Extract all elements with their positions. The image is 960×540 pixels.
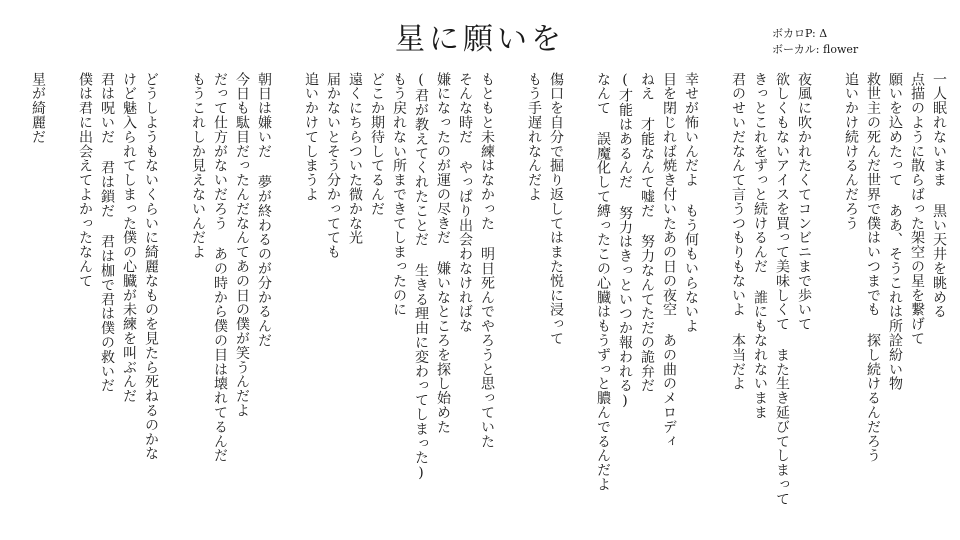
lyric-line: (才能はあるんだ 努力はきっといつか報われる) <box>617 72 633 410</box>
lyric-line: 目を閉じれば焼き付いたあの日の夜空 あの曲のメロディ <box>661 72 677 449</box>
lyric-line: 僕は君に出会えてよかったなんて <box>77 72 93 288</box>
lyric-line: 傷口を自分で掘り返してはまた悦に浸って <box>548 72 564 346</box>
lyric-line: どうしようもないくらいに綺麗なものを見たら死ねるのかな <box>143 72 159 461</box>
stanza-5 <box>296 72 494 481</box>
producer-credit: ボカロP: Δ <box>772 27 828 40</box>
lyric-line: もう手遅れなんだよ <box>526 72 542 202</box>
lyric-line: どこか期待してるんだ <box>369 72 385 216</box>
lyric-line: 星が綺麗だ <box>30 72 46 144</box>
stanza-6 <box>183 72 271 463</box>
lyric-line: 願いを込めたって ああ、そうこれは所詮紛い物 <box>887 72 903 391</box>
lyric-line: だって仕方がないだろう あの時から僕の目は壊れてるんだ <box>212 72 228 463</box>
lyric-line: 今日も駄目だったんだなんてあの日の僕が笑うんだよ <box>234 72 250 418</box>
lyric-line: もうこれしか見えないんだよ <box>190 72 206 260</box>
lyric-line: もともと未練はなかった 明日死んでやろうと思っていた <box>479 72 495 449</box>
stanza-3 <box>588 72 698 492</box>
song-title: 星に願いを <box>395 22 565 57</box>
lyric-line: (君が教えてくれたことだ 生きる理由に変わってしまった) <box>413 72 429 482</box>
stanza-2 <box>723 72 811 506</box>
lyrics-body <box>0 72 946 532</box>
lyric-line: 欲しくもないアイスを買って美味しくて また生き延びてしまって <box>774 72 790 506</box>
lyric-line: けど魅入られてしまった僕の心臓が未練を叫ぶんだ <box>121 72 137 404</box>
lyric-line: 遠くにちらついた微かな光 <box>347 72 363 245</box>
lyric-line: 追いかけてしまうよ <box>303 72 319 202</box>
stanza-4 <box>519 72 563 346</box>
lyric-line: 幸せが怖いんだよ もう何もいらないよ <box>683 72 699 334</box>
lyric-line: 夜風に吹かれたくてコンビニまで歩いて <box>796 72 812 332</box>
stanza-7 <box>70 72 158 461</box>
lyric-line: 君のせいだなんて言うつもりもないよ 本当だよ <box>730 72 746 391</box>
lyric-line: そんな時だ やっぱり出会わなければな <box>457 72 473 334</box>
lyric-line: なんて 誤魔化して縛ったこの心臓はもうずっと膿んでるんだよ <box>595 72 611 492</box>
stanza-1 <box>836 72 946 463</box>
lyric-line: 救世主の死んだ世界で僕はいつまでも 探し続けるんだろう <box>865 72 881 463</box>
lyric-line: 君は呪いだ 君は鎖だ 君は枷で君は僕の救いだ <box>99 72 115 393</box>
lyric-line: 嫌になったのが運の尽きだ 嫌いなところを探し始めた <box>435 72 451 434</box>
lyric-line: 追いかけ続けるんだろう <box>843 72 859 231</box>
lyric-line: 朝日は嫌いだ 夢が終わるのが分かるんだ <box>256 72 272 348</box>
vocal-credit: ボーカル: flower <box>772 43 859 56</box>
lyric-line: ねえ 才能なんて嘘だ 努力なんてただの詭弁だ <box>639 72 655 393</box>
lyric-line: 届かないとそう分かってても <box>325 72 341 260</box>
lyric-line: もう戻れない所まできてしまったのに <box>391 72 407 317</box>
lyric-line: 一人眠れないまま 黒い天井を眺める <box>931 72 947 319</box>
lyric-line: きっとこれをずっと続けるんだ 誰にもなれないまま <box>752 72 768 420</box>
lyric-line: 点描のように散らばった架空の星を繋げて <box>909 72 925 346</box>
credits <box>772 26 858 58</box>
stanza-8 <box>23 72 45 144</box>
